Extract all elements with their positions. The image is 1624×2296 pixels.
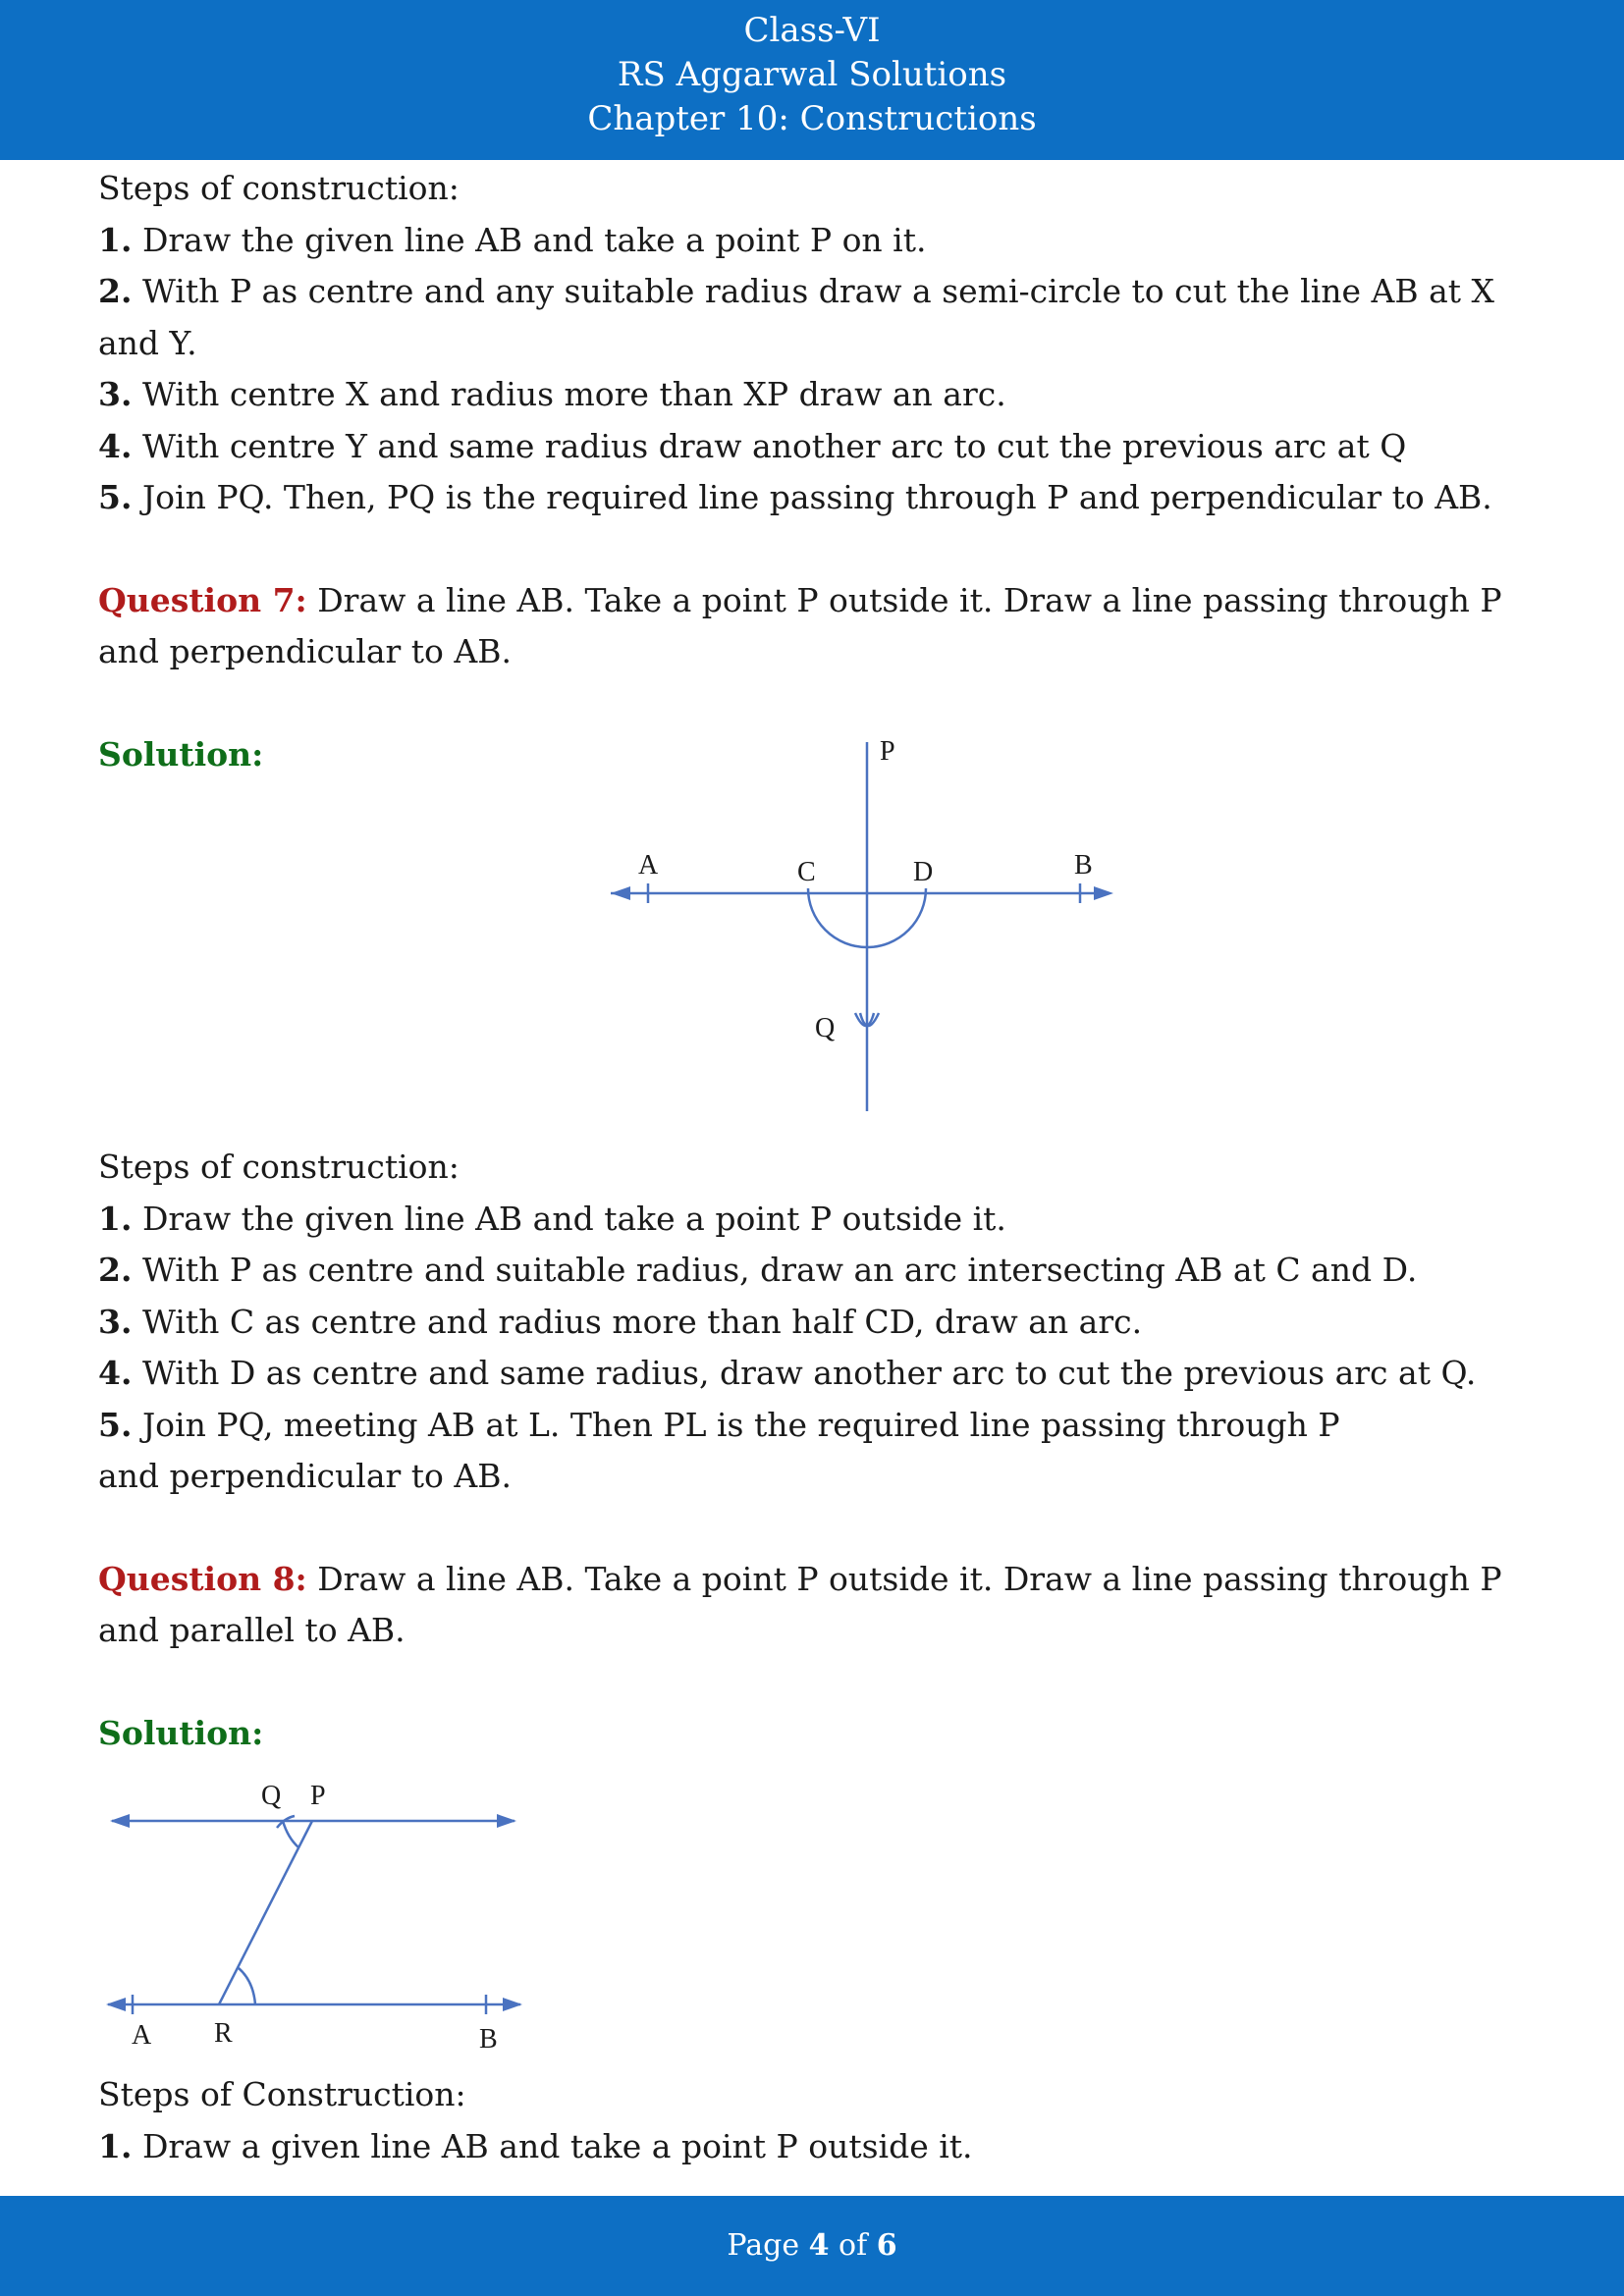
label-b: B: [479, 2024, 498, 2055]
step-number: 1.: [98, 2126, 133, 2165]
step: [98, 2121, 1532, 2173]
arc-at-r: [239, 1968, 255, 2004]
step-number: 4.: [98, 1354, 133, 1392]
question-text: Draw a line AB. Take a point P outside it. Draw a line passing through P and parallel to AB.: [98, 1559, 1513, 1649]
step-text: With P as centre and any suitable radius draw a semi-circle to cut the line AB at X and Y.: [98, 272, 1505, 362]
step-text: With P as centre and suitable radius, draw an arc intersecting AB at C and D.: [132, 1251, 1418, 1289]
solution-label: Solution:: [98, 734, 264, 774]
step-number: 2.: [98, 1251, 133, 1289]
step: [98, 1245, 1532, 1297]
page-header: [0, 0, 1624, 160]
question-7: [98, 575, 1532, 678]
label-q: Q: [815, 1013, 836, 1043]
step: [98, 1400, 1394, 1503]
page-total: 6: [876, 2228, 897, 2263]
question-label: Question 7:: [98, 580, 307, 619]
step-text: With centre Y and same radius draw another arc to cut the previous arc at Q: [132, 426, 1407, 465]
label-a: A: [132, 2020, 152, 2051]
parallel-construction-figure: [98, 1767, 540, 2061]
step-number: 1.: [98, 220, 133, 259]
arrowhead-right: [1094, 886, 1113, 900]
step-number: 1.: [98, 1199, 133, 1238]
step-text: Draw the given line AB and take a point P outside it.: [132, 1199, 1006, 1238]
step-number: 4.: [98, 426, 133, 465]
label-p: P: [310, 1781, 326, 1811]
arrowhead-right: [503, 1998, 522, 2011]
step-text: Join PQ, meeting AB at L. Then PL is the required line passing through P and perpendicular to AB.: [98, 1405, 1351, 1495]
question-text: Draw a line AB. Take a point P outside it. Draw a line passing through P and perpendicular to AB.: [98, 580, 1513, 670]
step: [98, 421, 1532, 473]
solution-label: Solution:: [98, 1713, 264, 1752]
label-b: B: [1074, 850, 1093, 881]
perpendicular-construction-figure: [589, 726, 1139, 1119]
arrowhead-left: [110, 1814, 130, 1828]
label-r: R: [214, 2018, 233, 2049]
step: [98, 1348, 1532, 1400]
page-current: 4: [808, 2228, 830, 2263]
step-number: 3.: [98, 375, 133, 413]
step-number: 3.: [98, 1302, 133, 1341]
header-book: RS Aggarwal Solutions: [617, 55, 1007, 94]
step: [98, 1297, 1532, 1349]
step: [98, 472, 1532, 524]
step-text: With D as centre and same radius, draw another arc to cut the previous arc at Q.: [132, 1354, 1477, 1392]
steps-heading: Steps of construction:: [98, 169, 460, 207]
step-number: 5.: [98, 478, 133, 516]
arrowhead-left: [106, 1998, 126, 2011]
label-c: C: [797, 857, 816, 887]
step-number: 5.: [98, 1405, 133, 1444]
page-of: of: [829, 2228, 877, 2263]
page-prefix: Page: [727, 2228, 809, 2263]
step-number: 2.: [98, 272, 133, 310]
arc-at-q: [283, 1821, 298, 1847]
arrowhead-left: [611, 886, 630, 900]
question-label: Question 8:: [98, 1559, 307, 1598]
header-chapter: Chapter 10: Constructions: [587, 99, 1037, 138]
label-p: P: [880, 736, 895, 767]
step-text: Draw the given line AB and take a point P on it.: [132, 220, 927, 259]
step: [98, 1194, 1532, 1246]
page-footer: [0, 2196, 1624, 2296]
label-q: Q: [261, 1781, 282, 1811]
transversal-rp: [219, 1821, 312, 2004]
step-text: With centre X and radius more than XP draw an arc.: [132, 375, 1006, 413]
arrowhead-right: [497, 1814, 516, 1828]
step: [98, 266, 1532, 369]
step-text: Join PQ. Then, PQ is the required line passing through P and perpendicular to AB.: [132, 478, 1492, 516]
label-a: A: [638, 850, 659, 881]
step-text: Draw a given line AB and take a point P outside it.: [132, 2126, 973, 2165]
question-8: [98, 1554, 1532, 1657]
header-class: Class-VI: [743, 11, 881, 50]
step: [98, 215, 1532, 267]
steps-heading: Steps of Construction:: [98, 2075, 466, 2113]
step: [98, 369, 1532, 421]
label-d: D: [913, 857, 934, 887]
steps-heading: Steps of construction:: [98, 1148, 460, 1186]
step-text: With C as centre and radius more than half CD, draw an arc.: [132, 1302, 1143, 1341]
